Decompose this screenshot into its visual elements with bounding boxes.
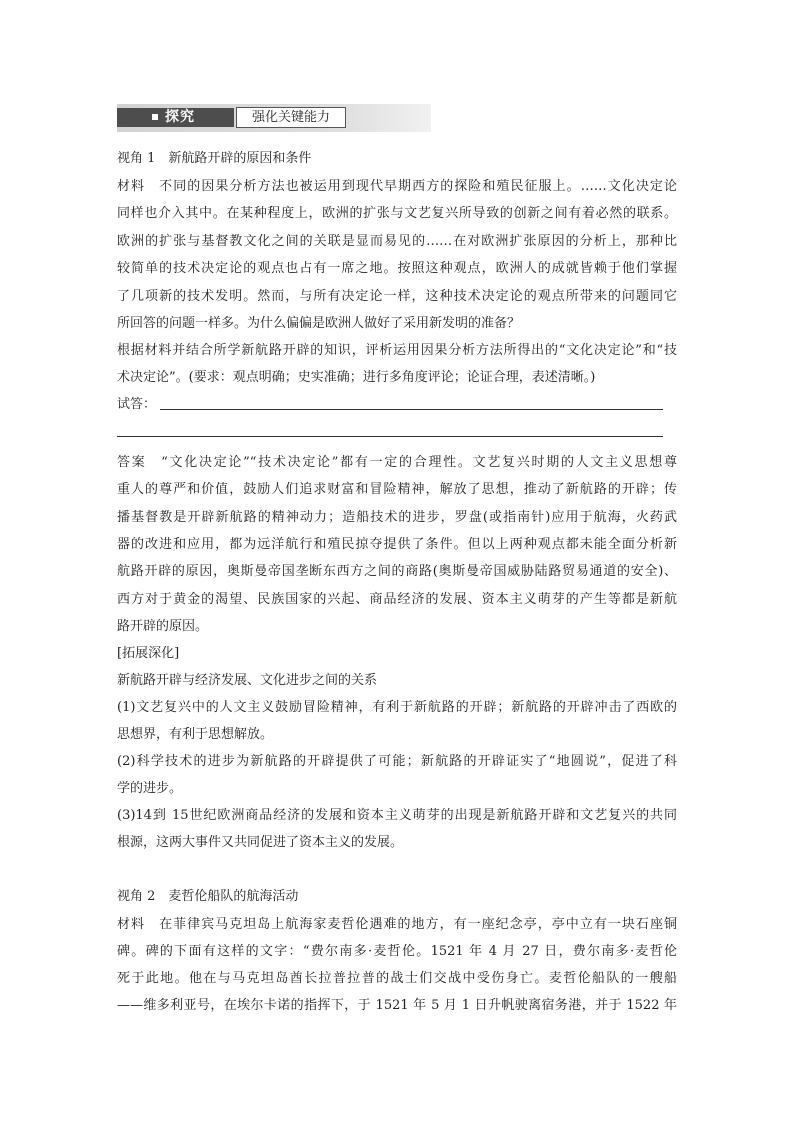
- answer-line: 播基督教是开辟新航路的精神动力；造船技术的进步，罗盘(或指南针)应用于航海，火药武: [117, 510, 677, 525]
- section1-heading: 视角 1 新航路开辟的原因和条件: [117, 151, 312, 166]
- paragraph-line: 材料 不同的因果分析方法也被运用到现代早期西方的探险和殖民征服上。……文化决定论: [117, 179, 677, 194]
- extension-line: (2)科学技术的进步为新航路的开辟提供了可能；新航路的开辟证实了“地圆说”，促进了科: [117, 754, 677, 769]
- extension-line: 学的进步。: [117, 781, 183, 796]
- section-header-title: 探究: [165, 109, 195, 125]
- extension-label: [拓展深化]: [117, 646, 180, 661]
- answer-blank-line[interactable]: [117, 436, 663, 437]
- section-header-title-box: [117, 108, 234, 127]
- extension-line: 根源，这两大事件又共同促进了资本主义的发展。: [117, 835, 404, 850]
- paragraph-line: 了几项新的技术发明。然而，与所有决定论一样，这种技术决定论的观点所带来的问题同它: [117, 289, 677, 304]
- extension-line: 思想界，有利于思想解放。: [117, 727, 274, 742]
- answer-line: 西方对于黄金的渴望、民族国家的兴起、商品经济的发展、资本主义萌芽的产生等都是新航: [117, 592, 677, 607]
- paragraph-line: 材料 在菲律宾马克坦岛上航海家麦哲伦遇难的地方，有一座纪念亭，亭中立有一块石座铜: [117, 917, 677, 932]
- paragraph-line: 欧洲的扩张与基督教文化之间的关联是显而易见的……在对欧洲扩张原因的分析上，那种比: [117, 234, 677, 249]
- extension-line: (1)文艺复兴中的人文主义鼓励冒险精神，有利于新航路的开辟；新航路的开辟冲击了西欧的: [117, 700, 677, 715]
- answer-line: 航路开辟的原因，奥斯曼帝国垄断东西方之间的商路(奥斯曼帝国威胁陆路贸易通道的安全)、: [117, 564, 677, 579]
- answer-line: 器的改进和应用，都为远洋航行和殖民掠夺提供了条件。但以上两种观点都未能全面分析新: [117, 537, 677, 552]
- question-line: 根据材料并结合所学新航路开辟的知识，评析运用因果分析方法所得出的“文化决定论”和“技: [117, 343, 677, 358]
- question-line: 术决定论”。(要求：观点明确；史实准确；进行多角度评论；论证合理，表述清晰。): [117, 370, 596, 385]
- paragraph-line: 所回答的问题一样多。为什么偏偏是欧洲人做好了采用新发明的准备？: [117, 316, 521, 331]
- paragraph-line: 较简单的技术决定论的观点也占有一席之地。按照这种观点，欧洲人的成就皆赖于他们掌握: [117, 261, 677, 276]
- paragraph-line: ——维多利亚号，在埃尔卡诺的指挥下，于 1521 年 5 月 1 日升帆驶离宿务港，并于 1522 年: [117, 998, 677, 1013]
- extension-title: 新航路开辟与经济发展、文化进步之间的关系: [117, 673, 378, 688]
- answer-blank-line[interactable]: [160, 409, 663, 410]
- extension-line: (3)14到 15世纪欧洲商品经济的发展和资本主义萌芽的出现是新航路开辟和文艺复兴的共同: [117, 808, 677, 823]
- answer-line: 路开辟的原因。: [117, 619, 209, 634]
- square-bullet-icon: [152, 114, 158, 120]
- paragraph-line: 同样也介入其中。在某种程度上，欧洲的扩张与文艺复兴所导致的创新之间有着必然的联系。: [117, 206, 677, 221]
- answer-line: 重人的尊严和价值，鼓励人们追求财富和冒险精神，解放了思想，推动了新航路的开辟；传: [117, 482, 677, 497]
- paragraph-line: 死于此地。他在与马克坦岛酋长拉普拉普的战士们交战中受伤身亡。麦哲伦船队的一艘船: [117, 971, 677, 986]
- section-header-subtitle: 强化关键能力: [236, 107, 346, 128]
- paragraph-line: 碑。碑的下面有这样的文字：“费尔南多·麦哲伦。1521 年 4 月 27 日，费尔南多·麦哲伦: [117, 944, 677, 959]
- section2-heading: 视角 2 麦哲伦船队的航海活动: [117, 889, 299, 904]
- answer-prompt: 试答：: [117, 397, 157, 412]
- answer-line: 答案 “文化决定论”“技术决定论”都有一定的合理性。文艺复兴时期的人文主义思想尊: [117, 455, 677, 470]
